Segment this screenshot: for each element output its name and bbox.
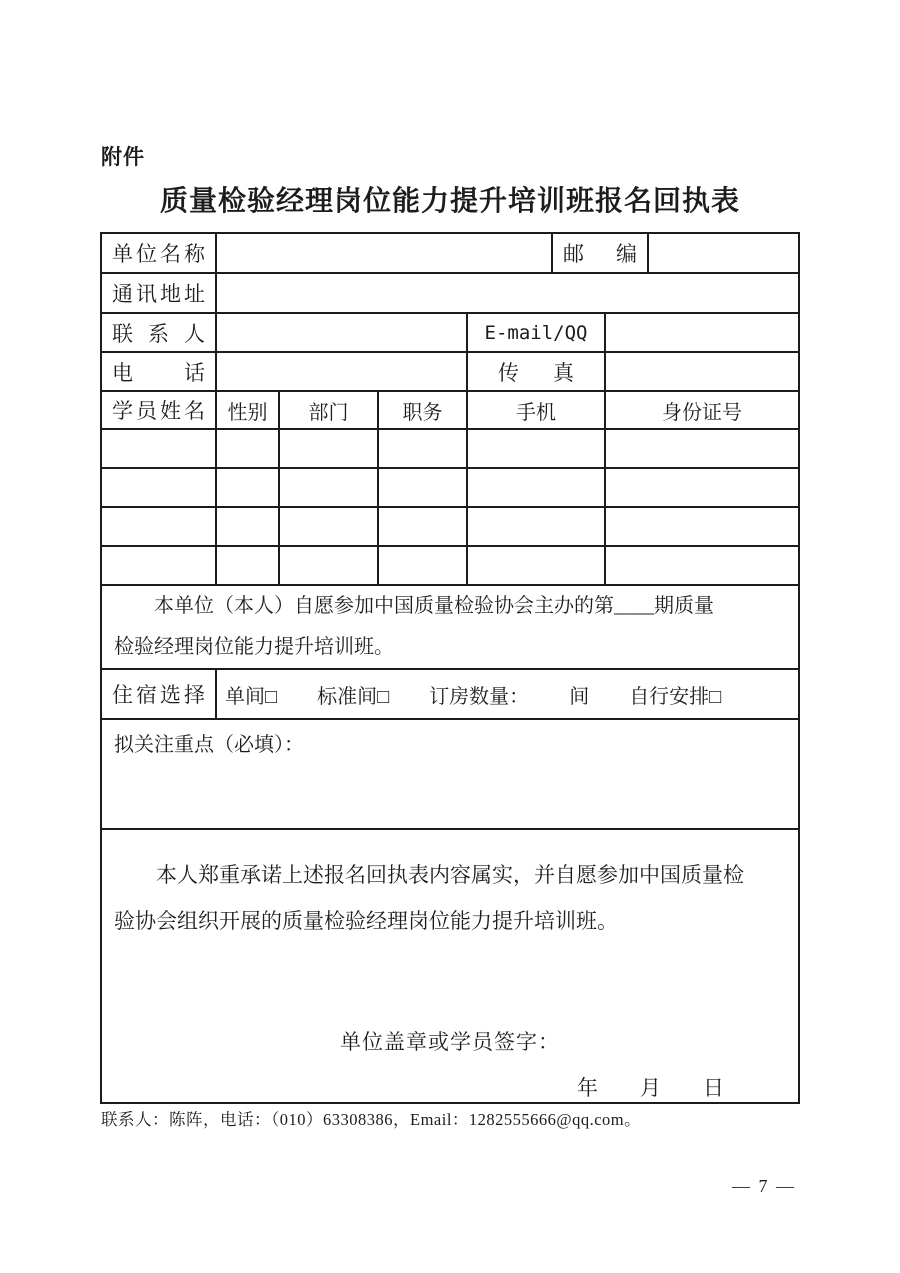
pledge-row	[101, 829, 799, 1103]
student-row-blank	[101, 546, 799, 585]
contact-label: 联系人	[101, 313, 216, 352]
unit-name-label: 单位名称	[101, 233, 216, 273]
unit-name-value-cell	[216, 233, 552, 273]
self-arrange-checkbox-option: 自行安排□	[629, 685, 722, 708]
phone-value-cell	[216, 352, 467, 391]
student-row-blank	[101, 507, 799, 546]
position-header: 职务	[378, 391, 467, 429]
focus-points-label: 拟关注重点（必填）：	[114, 734, 304, 756]
participation-statement	[101, 585, 799, 669]
participation-row	[101, 585, 799, 669]
date-label: 年 月 日	[577, 1076, 724, 1100]
accommodation-label: 住宿选择	[101, 669, 216, 719]
page-title: 质量检验经理岗位能力提升培训班报名回执表	[159, 184, 740, 217]
room-quantity-label: 订房数量：	[429, 685, 530, 708]
pledge-line-2: 验协会组织开展的质量检验经理岗位能力提升培训班。	[114, 909, 618, 933]
id-number-header: 身份证号	[605, 391, 799, 429]
student-row-blank	[101, 468, 799, 507]
attachment-label: 附件	[101, 145, 145, 169]
single-room-checkbox-option: 单间□	[225, 685, 278, 708]
student-header-row	[101, 391, 799, 429]
email-qq-label: E-mail/QQ	[467, 313, 605, 352]
footer-contact-note: 联系人：陈阵，电话：（010）63308386，Email：1282555666@qq.com。	[101, 1110, 642, 1129]
focus-points-cell	[101, 719, 799, 829]
student-name-header: 学员姓名	[101, 391, 216, 429]
pledge-line-1: 本人郑重承诺上述报名回执表内容属实，并自愿参加中国质量检	[156, 863, 744, 887]
address-value-cell	[216, 273, 799, 313]
participation-line-1: 本单位（本人）自愿参加中国质量检验协会主办的第____期质量	[154, 595, 714, 617]
fax-value-cell	[605, 352, 799, 391]
postal-code-value-cell	[648, 233, 799, 273]
fax-label: 传真	[467, 352, 605, 391]
participation-line-2: 检验经理岗位能力提升培训班。	[114, 636, 394, 658]
accommodation-options-cell	[216, 669, 799, 719]
mobile-header: 手机	[467, 391, 605, 429]
email-qq-value-cell	[605, 313, 799, 352]
phone-row	[101, 352, 799, 391]
unit-name-row	[101, 233, 799, 273]
page-number: — 7 —	[732, 1176, 796, 1196]
accommodation-row	[101, 669, 799, 719]
address-row	[101, 273, 799, 313]
room-unit-label: 间	[569, 685, 590, 708]
contact-value-cell	[216, 313, 467, 352]
registration-form-table	[100, 232, 800, 1104]
signature-label: 单位盖章或学员签字：	[340, 1030, 560, 1054]
student-row-blank	[101, 429, 799, 468]
standard-room-checkbox-option: 标准间□	[317, 685, 390, 708]
focus-row	[101, 719, 799, 829]
address-label: 通讯地址	[101, 273, 216, 313]
gender-header: 性别	[216, 391, 279, 429]
department-header: 部门	[279, 391, 378, 429]
postal-code-label: 邮编	[552, 233, 648, 273]
contact-row	[101, 313, 799, 352]
phone-label: 电话	[101, 352, 216, 391]
pledge-cell	[101, 829, 799, 1103]
